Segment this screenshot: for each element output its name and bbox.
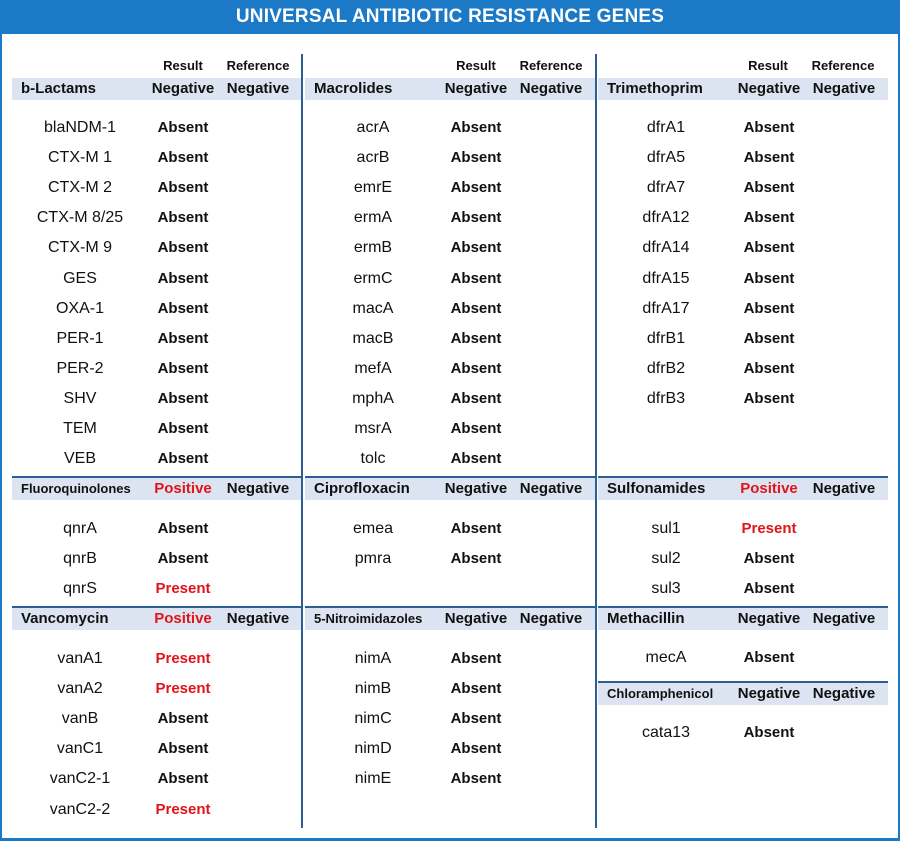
result-column-header: Result [748, 58, 788, 73]
section-result: Negative [737, 685, 801, 702]
section-reference: Negative [812, 685, 876, 702]
gene-result: Absent [157, 360, 209, 377]
section-header-5-nitroimidazoles [305, 608, 595, 630]
gene-result: Absent [743, 550, 795, 567]
section-header-b-lactams [12, 78, 301, 100]
gene-row [12, 297, 301, 321]
gene-name: VEB [63, 450, 96, 467]
section-title: Sulfonamides [607, 480, 706, 497]
gene-result: Absent [450, 740, 502, 757]
gene-name: dfrB3 [646, 390, 686, 407]
gene-name: dfrA17 [642, 300, 690, 317]
gene-result: Absent [743, 209, 795, 226]
gene-name: PER-2 [56, 360, 104, 377]
gene-row [598, 267, 888, 291]
gene-result: Absent [157, 119, 209, 136]
gene-name: macA [352, 300, 394, 317]
gene-name: ermB [353, 239, 393, 256]
section-result: Positive [154, 480, 212, 497]
gene-result: Present [155, 650, 211, 667]
section-reference: Negative [519, 610, 583, 627]
section-title: 5-Nitroimidazoles [314, 611, 423, 626]
gene-result: Absent [450, 239, 502, 256]
gene-name: mphA [352, 390, 394, 407]
section-reference: Negative [226, 480, 290, 497]
gene-name: PER-1 [56, 330, 104, 347]
gene-result: Absent [157, 209, 209, 226]
gene-row [598, 116, 888, 140]
gene-name: dfrB2 [646, 360, 686, 377]
gene-name: dfrA12 [642, 209, 690, 226]
gene-row [12, 798, 301, 822]
gene-name: blaNDM-1 [43, 119, 116, 136]
gene-result: Absent [157, 330, 209, 347]
reference-column-header: Reference [811, 58, 875, 73]
gene-name: nimB [354, 680, 392, 697]
gene-result: Absent [450, 330, 502, 347]
gene-row [12, 116, 301, 140]
gene-row [305, 677, 595, 701]
gene-name: vanA1 [57, 650, 103, 667]
gene-row [305, 517, 595, 541]
gene-result: Absent [450, 680, 502, 697]
gene-result: Present [741, 520, 797, 537]
gene-row [598, 236, 888, 260]
gene-row [12, 737, 301, 761]
gene-name: qnrB [63, 550, 97, 567]
gene-result: Absent [450, 550, 502, 567]
gene-row [305, 327, 595, 351]
gene-result: Absent [157, 420, 209, 437]
gene-result: Absent [450, 420, 502, 437]
result-column-header: Result [163, 58, 203, 73]
gene-name: emrE [353, 179, 393, 196]
gene-name: sul2 [651, 550, 681, 567]
result-column-header: Result [456, 58, 496, 73]
gene-row [598, 206, 888, 230]
gene-name: dfrA15 [642, 270, 690, 287]
gene-result: Absent [743, 649, 795, 666]
gene-row [12, 707, 301, 731]
gene-result: Absent [743, 330, 795, 347]
gene-name: mecA [645, 649, 687, 666]
section-title: Vancomycin [21, 610, 109, 627]
reference-column-header: Reference [226, 58, 290, 73]
section-header-trimethoprim [598, 78, 888, 100]
gene-name: ermA [353, 209, 393, 226]
gene-result: Absent [450, 770, 502, 787]
gene-name: ermC [353, 270, 393, 287]
gene-row [305, 357, 595, 381]
gene-row [598, 547, 888, 571]
section-header-vancomycin [12, 608, 301, 630]
gene-name: mefA [354, 360, 392, 377]
section-reference: Negative [812, 80, 876, 97]
section-reference: Negative [519, 480, 583, 497]
gene-result: Absent [157, 520, 209, 537]
section-result: Negative [444, 480, 508, 497]
gene-row [12, 357, 301, 381]
gene-name: vanC1 [56, 740, 104, 757]
gene-result: Present [155, 580, 211, 597]
gene-result: Absent [450, 390, 502, 407]
gene-row [12, 387, 301, 411]
gene-row [305, 297, 595, 321]
gene-row [305, 206, 595, 230]
report-title: UNIVERSAL ANTIBIOTIC RESISTANCE GENES [0, 0, 900, 34]
gene-name: dfrB1 [646, 330, 686, 347]
gene-result: Absent [743, 390, 795, 407]
gene-name: OXA-1 [55, 300, 104, 317]
gene-result: Absent [743, 724, 795, 741]
section-title: Chloramphenicol [607, 686, 714, 701]
gene-result: Present [155, 801, 211, 818]
section-header-methacillin [598, 608, 888, 630]
gene-name: CTX-M 2 [48, 179, 112, 196]
section-result: Positive [154, 610, 212, 627]
reference-column-header: Reference [519, 58, 583, 73]
gene-name: dfrA14 [642, 239, 690, 256]
gene-result: Present [155, 680, 211, 697]
gene-name: emea [352, 520, 394, 537]
gene-result: Absent [157, 710, 209, 727]
gene-row [598, 146, 888, 170]
gene-row [598, 577, 888, 601]
section-header-sulfonamides [598, 478, 888, 500]
section-result: Positive [740, 480, 798, 497]
gene-name: nimC [354, 710, 392, 727]
gene-result: Absent [450, 209, 502, 226]
gene-row [305, 417, 595, 441]
gene-result: Absent [743, 179, 795, 196]
gene-result: Absent [450, 360, 502, 377]
gene-result: Absent [450, 450, 502, 467]
gene-row [12, 327, 301, 351]
gene-name: pmra [354, 550, 392, 567]
gene-row [598, 387, 888, 411]
gene-result: Absent [450, 270, 502, 287]
section-reference: Negative [226, 610, 290, 627]
gene-row [305, 267, 595, 291]
gene-result: Absent [157, 550, 209, 567]
gene-name: nimE [354, 770, 392, 787]
gene-row [305, 387, 595, 411]
gene-result: Absent [743, 270, 795, 287]
section-title: b-Lactams [21, 80, 97, 97]
section-title: Macrolides [314, 80, 393, 97]
gene-row [305, 447, 595, 471]
gene-row [12, 647, 301, 671]
gene-row [12, 176, 301, 200]
gene-result: Absent [450, 119, 502, 136]
gene-name: CTX-M 9 [48, 239, 112, 256]
gene-row [305, 146, 595, 170]
gene-row [598, 327, 888, 351]
gene-result: Absent [157, 740, 209, 757]
gene-row [12, 447, 301, 471]
gene-row [598, 297, 888, 321]
gene-name: sul3 [651, 580, 681, 597]
gene-result: Absent [743, 239, 795, 256]
gene-result: Absent [450, 650, 502, 667]
section-result: Negative [737, 80, 801, 97]
gene-row [12, 547, 301, 571]
gene-result: Absent [450, 179, 502, 196]
gene-name: msrA [354, 420, 392, 437]
gene-name: dfrA5 [646, 149, 686, 166]
gene-name: CTX-M 8/25 [36, 209, 124, 226]
gene-name: nimD [354, 740, 392, 757]
section-result: Negative [444, 610, 508, 627]
section-title: Methacillin [607, 610, 685, 627]
gene-row [598, 176, 888, 200]
gene-name: macB [352, 330, 394, 347]
section-header-chloramphenicol [598, 683, 888, 705]
gene-row [305, 707, 595, 731]
gene-result: Absent [157, 450, 209, 467]
gene-row [12, 577, 301, 601]
section-title: Trimethoprim [607, 80, 703, 97]
gene-result: Absent [743, 149, 795, 166]
gene-row [305, 767, 595, 791]
gene-name: sul1 [651, 520, 681, 537]
gene-result: Absent [157, 770, 209, 787]
gene-result: Absent [157, 300, 209, 317]
gene-name: TEM [63, 420, 97, 437]
section-title: Fluoroquinolones [21, 481, 131, 496]
gene-name: acrB [356, 149, 390, 166]
gene-row [12, 417, 301, 441]
gene-result: Absent [743, 300, 795, 317]
gene-name: vanC2-1 [49, 770, 111, 787]
section-result: Negative [737, 610, 801, 627]
gene-name: vanA2 [57, 680, 103, 697]
gene-row [12, 206, 301, 230]
gene-name: cata13 [641, 724, 691, 741]
gene-row [305, 236, 595, 260]
section-header-fluoroquinolones [12, 478, 301, 500]
gene-name: tolc [360, 450, 386, 467]
gene-row [305, 647, 595, 671]
column-divider-1 [301, 54, 303, 828]
gene-name: nimA [354, 650, 392, 667]
section-result: Negative [444, 80, 508, 97]
gene-name: vanB [61, 710, 99, 727]
gene-name: dfrA7 [646, 179, 686, 196]
gene-row [305, 116, 595, 140]
gene-result: Absent [157, 270, 209, 287]
section-reference: Negative [519, 80, 583, 97]
section-reference: Negative [226, 80, 290, 97]
gene-result: Absent [743, 119, 795, 136]
gene-row [12, 267, 301, 291]
gene-name: CTX-M 1 [48, 149, 112, 166]
gene-result: Absent [450, 710, 502, 727]
gene-row [12, 767, 301, 791]
gene-name: qnrA [63, 520, 97, 537]
gene-name: dfrA1 [646, 119, 686, 136]
gene-result: Absent [157, 179, 209, 196]
section-header-ciprofloxacin [305, 478, 595, 500]
section-reference: Negative [812, 480, 876, 497]
section-header-macrolides [305, 78, 595, 100]
gene-result: Absent [157, 149, 209, 166]
gene-row [12, 677, 301, 701]
gene-result: Absent [743, 360, 795, 377]
gene-name: qnrS [63, 580, 97, 597]
gene-row [305, 547, 595, 571]
gene-row [12, 236, 301, 260]
column-divider-2 [595, 54, 597, 828]
gene-row [305, 737, 595, 761]
gene-result: Absent [450, 300, 502, 317]
section-title: Ciprofloxacin [314, 480, 410, 497]
gene-name: GES [63, 270, 97, 287]
gene-result: Absent [450, 520, 502, 537]
gene-name: vanC2-2 [49, 801, 111, 818]
gene-row [598, 646, 888, 670]
gene-row [598, 721, 888, 745]
section-reference: Negative [812, 610, 876, 627]
gene-result: Absent [743, 580, 795, 597]
gene-result: Absent [157, 239, 209, 256]
section-result: Negative [151, 80, 215, 97]
gene-row [598, 517, 888, 541]
frame-left-border [0, 34, 2, 841]
gene-row [598, 357, 888, 381]
gene-name: SHV [63, 390, 97, 407]
gene-name: acrA [356, 119, 390, 136]
gene-result: Absent [450, 149, 502, 166]
gene-row [305, 176, 595, 200]
gene-row [12, 517, 301, 541]
gene-row [12, 146, 301, 170]
gene-result: Absent [157, 390, 209, 407]
